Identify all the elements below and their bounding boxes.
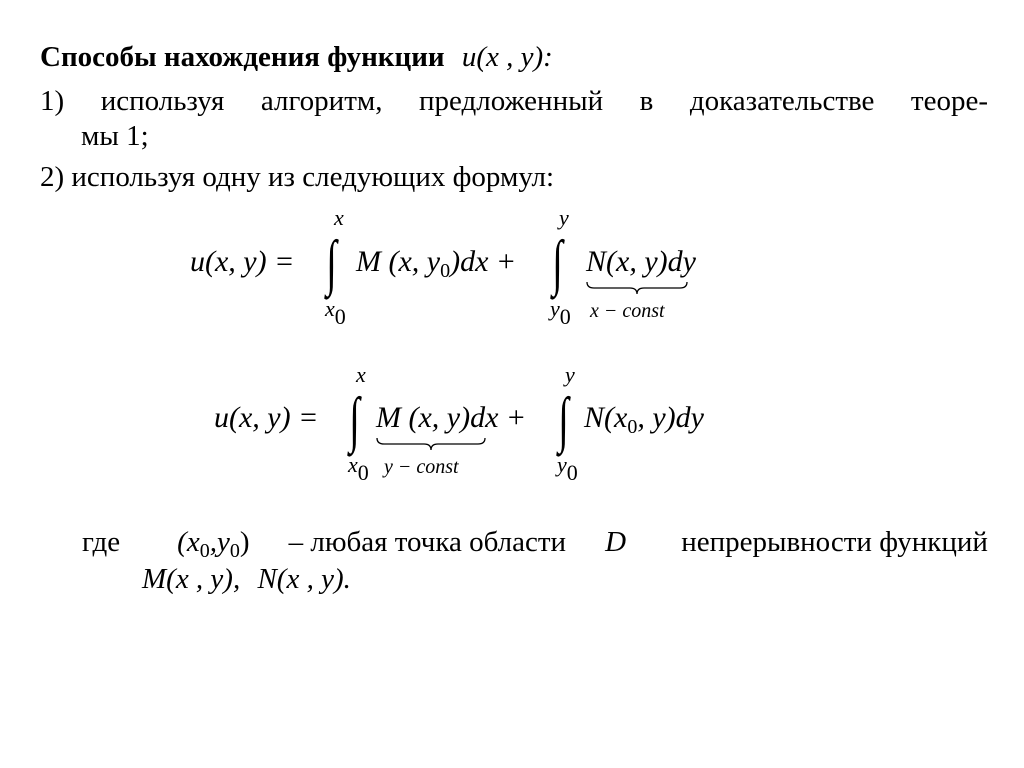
formula2-lower1-var: x: [348, 452, 358, 477]
slide-heading: [40, 40, 553, 74]
formula1-lower2-var: y: [550, 296, 560, 321]
note-n-function: N(x , y).: [257, 563, 351, 595]
formula1-term1-main: M (x, y: [356, 245, 441, 278]
note-point-open: (x: [177, 526, 200, 558]
formula2-brace-label: y − const: [384, 456, 459, 478]
formula2-lhs: u(x, y) =: [214, 401, 319, 434]
formula1-underbrace-icon: [586, 280, 688, 296]
formula1-brace-label: x − const: [590, 300, 665, 322]
formula2-lower2-var: y: [557, 452, 567, 477]
note-point-sub1: 0: [229, 540, 240, 562]
formula1-term1-end: )dx +: [450, 245, 517, 278]
formula1-upper1: x: [334, 205, 344, 230]
note-point-close: ): [239, 526, 250, 558]
note-text1: – любая точка области: [288, 526, 567, 558]
formula2-term2-main: N(x: [584, 401, 628, 434]
formula2-lower1: [348, 452, 369, 485]
note-m-function: M(x , y),: [142, 563, 241, 595]
formula1-lower2-sub: 0: [559, 304, 571, 329]
formula1-lhs: u(x, y) =: [190, 245, 295, 278]
formula2-upper2: y: [565, 362, 575, 387]
formula1-term2: N(x, y)dy: [586, 245, 696, 278]
heading-text: Способы нахождения функции: [40, 41, 445, 73]
formula2-term2-sub: 0: [627, 416, 638, 438]
formula2-term1-end: dx +: [470, 401, 527, 434]
formula2-lower1-sub: 0: [357, 460, 369, 485]
formula2-term2-end: , y)dy: [637, 401, 704, 434]
item1-line1: [40, 84, 988, 118]
formula1-lower1-sub: 0: [334, 304, 346, 329]
item1-line2: [81, 119, 149, 153]
item2-line: [40, 160, 554, 194]
note-prefix: где: [82, 526, 121, 558]
formula1-lower1-var: x: [325, 296, 335, 321]
formula2-integral1-icon: ∫: [349, 386, 360, 454]
item2-text: 2) используя одну из следующих формул:: [40, 161, 555, 193]
heading-function: u(x , y):: [461, 41, 553, 73]
formula1-lower2: [550, 296, 571, 329]
formula1-upper2: y: [559, 205, 569, 230]
formula2-term1: [376, 401, 526, 435]
note-point-sub0: 0: [199, 540, 210, 562]
note-point-mid: ,y: [209, 526, 230, 558]
item1-line2-text: мы 1;: [81, 120, 149, 152]
formula2-term1-main: M (x, y): [376, 401, 471, 434]
formula2-lower2: [557, 452, 578, 485]
formula2-term2: [584, 401, 704, 444]
formula2-lower2-sub: 0: [566, 460, 578, 485]
formula2-upper1: x: [356, 362, 366, 387]
note-line2: [142, 562, 351, 596]
formula1-integral2-icon: ∫: [552, 229, 563, 297]
formula1-lower1: [325, 296, 346, 329]
formula2-underbrace-icon: [376, 436, 486, 452]
formula1-term1-sub: 0: [440, 260, 451, 282]
note-text2: непрерывности функций: [681, 526, 988, 558]
formula1-term1: [356, 245, 516, 288]
formula1-integral1-icon: ∫: [326, 229, 337, 297]
note-region: D: [605, 526, 627, 558]
item1-line1-text: 1) используя алгоритм, предложенный в доказательстве теоре-: [40, 85, 988, 117]
formula2-integral2-icon: ∫: [558, 386, 569, 454]
